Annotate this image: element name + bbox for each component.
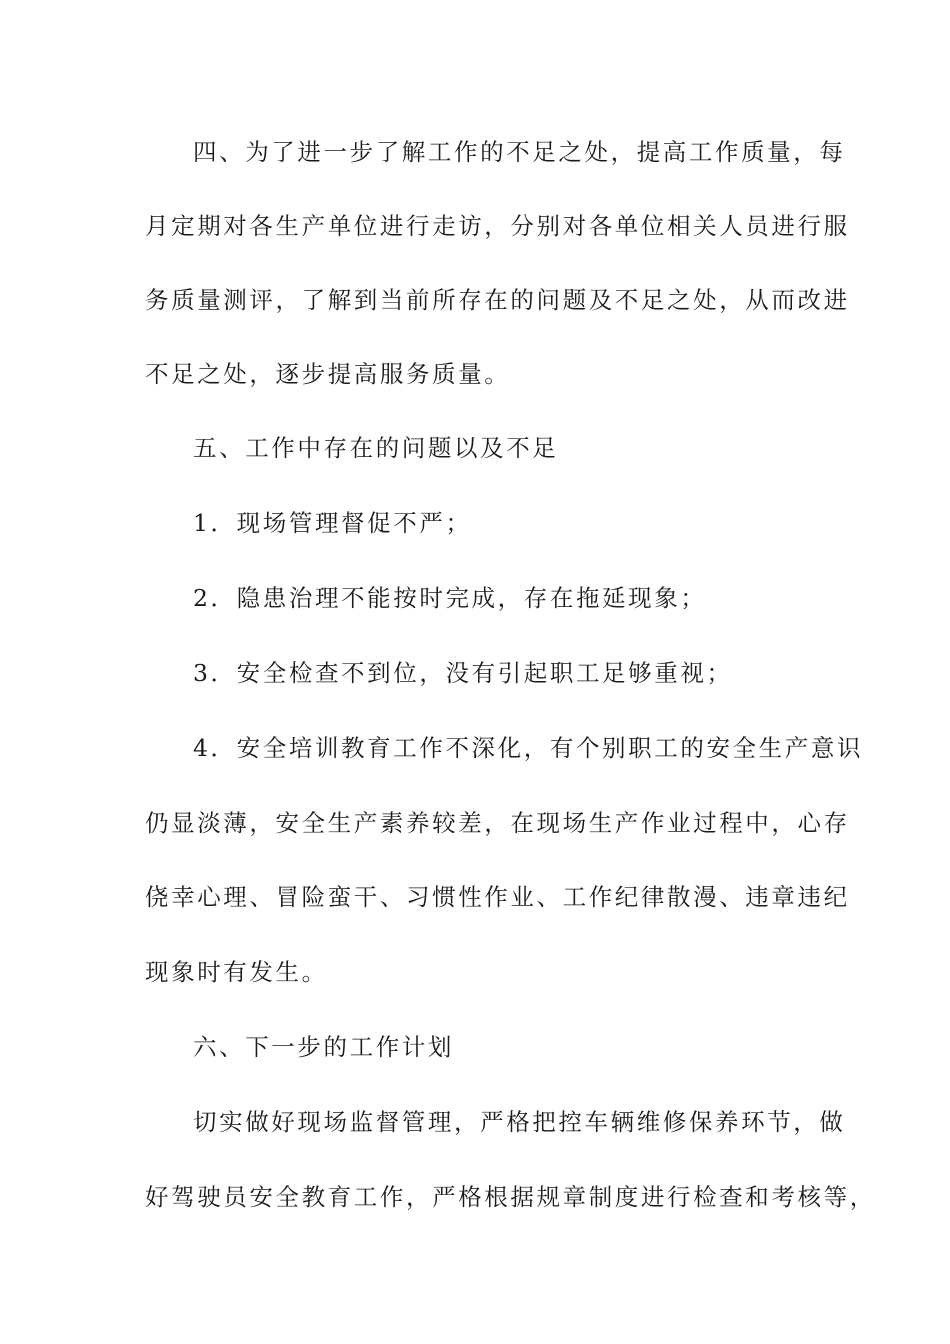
list-item-4-line-4: 现象时有发生。 (145, 958, 328, 986)
list-item-4-line-1: 4．安全培训教育工作不深化，有个别职工的安全生产意识 (193, 734, 864, 762)
paragraph-4-line-4: 不足之处，逐步提高服务质量。 (145, 360, 511, 388)
section-heading-5: 五、工作中存在的问题以及不足 (193, 434, 559, 462)
list-item-3: 3．安全检查不到位，没有引起职工足够重视； (193, 659, 733, 687)
paragraph-6-line-1: 切实做好现场监督管理，严格把控车辆维修保养环节，做 (193, 1108, 846, 1136)
section-heading-6: 六、下一步的工作计划 (193, 1033, 454, 1061)
paragraph-6-line-2: 好驾驶员安全教育工作，严格根据规章制度进行检查和考核等， (145, 1183, 876, 1211)
paragraph-4-line-3: 务质量测评，了解到当前所存在的问题及不足之处，从而改进 (145, 286, 850, 314)
list-item-1: 1．现场管理督促不严； (193, 509, 472, 537)
paragraph-4-line-2: 月定期对各生产单位进行走访，分别对各单位相关人员进行服 (145, 212, 850, 240)
list-item-2: 2．隐患治理不能按时完成，存在拖延现象； (193, 584, 707, 612)
list-item-4-line-3: 侥幸心理、冒险蛮干、习惯性作业、工作纪律散漫、违章违纪 (145, 883, 850, 911)
list-item-4-line-2: 仍显淡薄，安全生产素养较差，在现场生产作业过程中，心存 (145, 809, 850, 837)
paragraph-4-line-1: 四、为了进一步了解工作的不足之处，提高工作质量，每 (193, 138, 846, 166)
